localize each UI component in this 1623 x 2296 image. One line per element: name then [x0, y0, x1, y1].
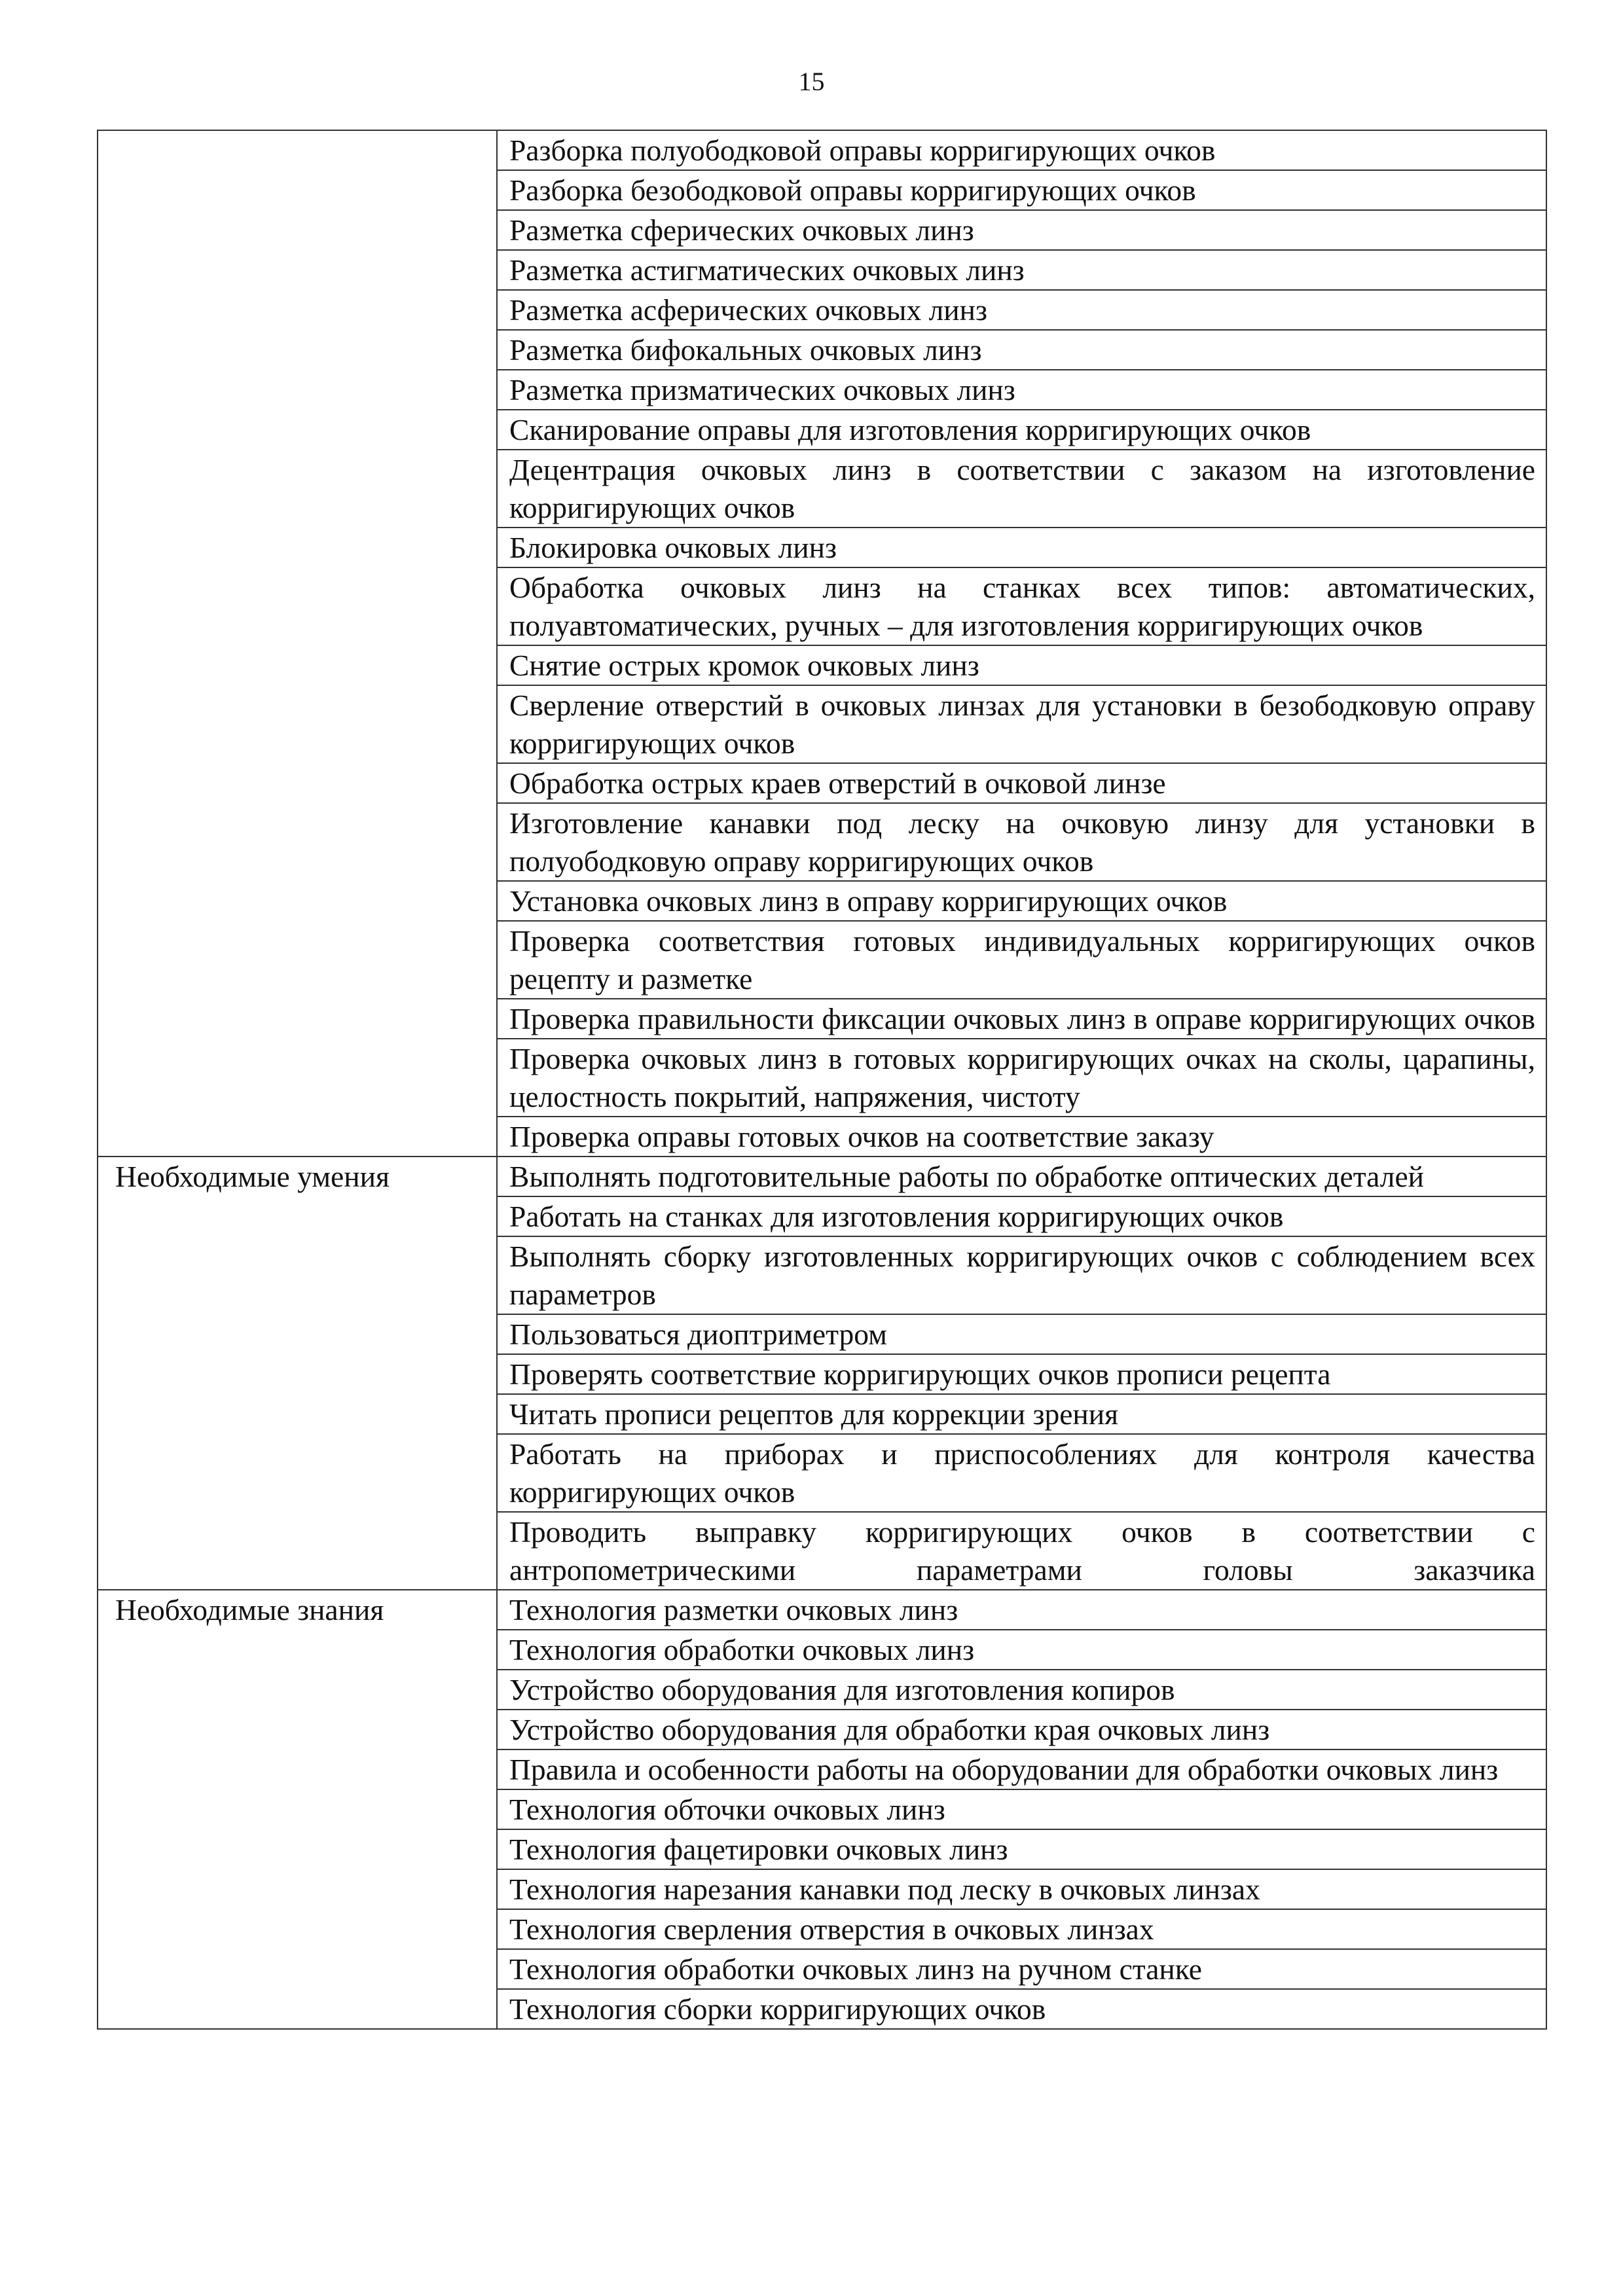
- table-row: [98, 450, 1546, 528]
- section-label: Необходимые знания: [98, 1590, 497, 1630]
- section-label-empty: [98, 645, 497, 685]
- requirement-text: Технология нарезания канавки под леску в очковых линзах: [497, 1869, 1546, 1909]
- table-row: [98, 1512, 1546, 1590]
- requirement-text: Работать на станках для изготовления корригирующих очков: [497, 1196, 1546, 1236]
- requirement-text: Проверка соответствия готовых индивидуальных корригирующих очков рецепту и разметке: [497, 921, 1546, 999]
- section-label-empty: [98, 410, 497, 450]
- requirement-text: Разметка асферических очковых линз: [497, 290, 1546, 330]
- section-label-empty: [98, 685, 497, 763]
- requirement-text: Правила и особенности работы на оборудовании для обработки очковых линз: [497, 1749, 1546, 1789]
- requirement-text: Работать на приборах и приспособлениях для контроля качества корригирующих очков: [497, 1434, 1546, 1512]
- section-label-empty: [98, 1789, 497, 1829]
- table-row: [98, 1196, 1546, 1236]
- section-label-empty: [98, 921, 497, 999]
- requirement-text: Технология обработки очковых линз на ручном станке: [497, 1949, 1546, 1989]
- section-label-empty: [98, 999, 497, 1039]
- table-row: [98, 1157, 1546, 1196]
- section-label-empty: [98, 528, 497, 567]
- requirement-text: Проводить выправку корригирующих очков в соответствии с антропометрическими параметрами головы заказчика: [497, 1512, 1546, 1590]
- requirement-text: Разметка призматических очковых линз: [497, 370, 1546, 410]
- table-row: [98, 290, 1546, 330]
- section-label-empty: [98, 1354, 497, 1394]
- section-label-empty: [98, 803, 497, 881]
- requirement-text: Устройство оборудования для обработки края очковых линз: [497, 1710, 1546, 1749]
- section-label-empty: [98, 250, 497, 290]
- requirement-text: Обработка острых краев отверстий в очковой линзе: [497, 763, 1546, 803]
- table-row: [98, 685, 1546, 763]
- table-row: [98, 921, 1546, 999]
- section-label-empty: [98, 1710, 497, 1749]
- requirement-text: Сканирование оправы для изготовления корригирующих очков: [497, 410, 1546, 450]
- section-label-empty: [98, 210, 497, 250]
- requirement-text: Снятие острых кромок очковых линз: [497, 645, 1546, 685]
- requirement-text: Выполнять подготовительные работы по обработке оптических деталей: [497, 1157, 1546, 1196]
- requirement-text: Проверять соответствие корригирующих очков прописи рецепта: [497, 1354, 1546, 1394]
- requirement-text: Технология фацетировки очковых линз: [497, 1829, 1546, 1869]
- section-label-empty: [98, 170, 497, 210]
- table-row: [98, 170, 1546, 210]
- section-label-empty: [98, 1314, 497, 1354]
- section-label-empty: [98, 1394, 497, 1434]
- requirement-text: Разборка полуободковой оправы корригирующих очков: [497, 130, 1546, 170]
- requirement-text: Выполнять сборку изготовленных корригирующих очков с соблюдением всех параметров: [497, 1236, 1546, 1314]
- table-row: [98, 1749, 1546, 1789]
- table-row: [98, 1314, 1546, 1354]
- section-label-empty: [98, 1196, 497, 1236]
- table-row: [98, 1117, 1546, 1157]
- section-label: Необходимые умения: [98, 1157, 497, 1196]
- page-number: 15: [798, 67, 825, 96]
- table-row: [98, 763, 1546, 803]
- requirement-text: Разборка безободковой оправы корригирующих очков: [497, 170, 1546, 210]
- section-label-empty: [98, 567, 497, 645]
- table-row: [98, 1989, 1546, 2029]
- requirement-text: Проверка правильности фиксации очковых линз в оправе корригирующих очков: [497, 999, 1546, 1039]
- requirement-text: Децентрация очковых линз в соответствии с заказом на изготовление корригирующих очков: [497, 450, 1546, 528]
- requirement-text: Разметка бифокальных очковых линз: [497, 330, 1546, 370]
- requirement-text: Разметка сферических очковых линз: [497, 210, 1546, 250]
- section-label-empty: [98, 881, 497, 921]
- table-row: [98, 1909, 1546, 1949]
- table-row: [98, 567, 1546, 645]
- requirement-text: Обработка очковых линз на станках всех типов: автоматических, полуавтоматических, ручных – для изготовления корригирующих очков: [497, 567, 1546, 645]
- table-row: [98, 1590, 1546, 1630]
- section-label-empty: [98, 1236, 497, 1314]
- table-row: [98, 210, 1546, 250]
- requirement-text: Технология обработки очковых линз: [497, 1630, 1546, 1670]
- requirement-text: Технология разметки очковых линз: [497, 1590, 1546, 1630]
- section-label-empty: [98, 450, 497, 528]
- section-label: [98, 130, 497, 170]
- table-row: [98, 1039, 1546, 1117]
- requirement-text: Читать прописи рецептов для коррекции зрения: [497, 1394, 1546, 1434]
- section-label-empty: [98, 1949, 497, 1989]
- requirement-text: Технология сборки корригирующих очков: [497, 1989, 1546, 2029]
- section-label-empty: [98, 1989, 497, 2029]
- table-row: [98, 1630, 1546, 1670]
- requirement-text: Блокировка очковых линз: [497, 528, 1546, 567]
- table-row: [98, 1789, 1546, 1829]
- requirement-text: Проверка очковых линз в готовых корригирующих очках на сколы, царапины, целостность покрытий, напряжения, чистоту: [497, 1039, 1546, 1117]
- section-label-empty: [98, 1512, 497, 1590]
- table-row: [98, 1354, 1546, 1394]
- requirement-text: Технология сверления отверстия в очковых линзах: [497, 1909, 1546, 1949]
- table-row: [98, 1869, 1546, 1909]
- requirements-table: [97, 130, 1547, 2030]
- requirement-text: Устройство оборудования для изготовления копиров: [497, 1670, 1546, 1710]
- table-row: [98, 1394, 1546, 1434]
- requirement-text: Изготовление канавки под леску на очковую линзу для установки в полуободковую оправу корригирующих очков: [497, 803, 1546, 881]
- section-label-empty: [98, 1829, 497, 1869]
- table-row: [98, 1710, 1546, 1749]
- section-label-empty: [98, 1434, 497, 1512]
- section-label-empty: [98, 1749, 497, 1789]
- section-label-empty: [98, 1630, 497, 1670]
- section-label-empty: [98, 370, 497, 410]
- table-row: [98, 645, 1546, 685]
- table-row: [98, 1434, 1546, 1512]
- table-row: [98, 1949, 1546, 1989]
- requirement-text: Проверка оправы готовых очков на соответствие заказу: [497, 1117, 1546, 1157]
- requirement-text: Технология обточки очковых линз: [497, 1789, 1546, 1829]
- table-row: [98, 999, 1546, 1039]
- section-label-empty: [98, 1909, 497, 1949]
- section-label-empty: [98, 290, 497, 330]
- section-label-empty: [98, 1039, 497, 1117]
- requirement-text: Разметка астигматических очковых линз: [497, 250, 1546, 290]
- table-row: [98, 881, 1546, 921]
- table-row: [98, 410, 1546, 450]
- section-label-empty: [98, 1869, 497, 1909]
- table-row: [98, 528, 1546, 567]
- table-row: [98, 1670, 1546, 1710]
- requirement-text: Сверление отверстий в очковых линзах для установки в безободковую оправу корригирующих очков: [497, 685, 1546, 763]
- table-row: [98, 370, 1546, 410]
- table-row: [98, 1829, 1546, 1869]
- table-row: [98, 250, 1546, 290]
- table-row: [98, 130, 1546, 170]
- section-label-empty: [98, 330, 497, 370]
- table-row: [98, 1236, 1546, 1314]
- requirement-text: Пользоваться диоптриметром: [497, 1314, 1546, 1354]
- requirement-text: Установка очковых линз в оправу корригирующих очков: [497, 881, 1546, 921]
- section-label-empty: [98, 763, 497, 803]
- table-row: [98, 330, 1546, 370]
- section-label-empty: [98, 1117, 497, 1157]
- section-label-empty: [98, 1670, 497, 1710]
- table-row: [98, 803, 1546, 881]
